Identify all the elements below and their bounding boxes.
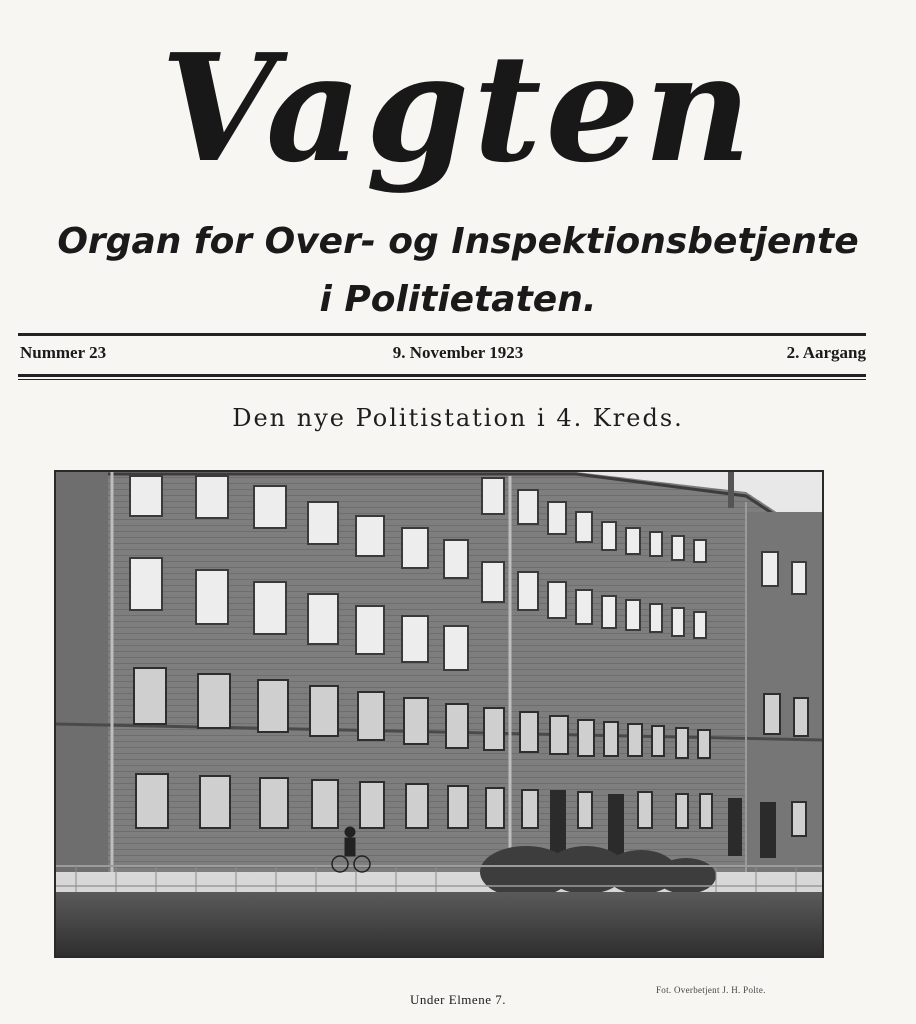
- bottom-rule: [18, 374, 866, 377]
- top-rule: [18, 333, 866, 336]
- issue-number: Nummer 23: [20, 343, 107, 362]
- issue-volume: 2. Aargang: [786, 343, 866, 362]
- issue-date: 9. November 1923: [392, 343, 524, 362]
- subtitle-line-2: i Politietaten.: [319, 279, 597, 320]
- article-headline: Den nye Politistation i 4. Kreds.: [232, 404, 684, 432]
- masthead-title: Vagten: [160, 21, 756, 195]
- building-photo: [54, 470, 824, 958]
- photo-caption: Under Elmene 7.: [410, 992, 506, 1007]
- subtitle-line-1: Organ for Over- og Inspektionsbetjente: [57, 221, 859, 262]
- photo-credit: Fot. Overbetjent J. H. Polte.: [656, 985, 766, 995]
- bottom-rule-thin: [18, 379, 866, 380]
